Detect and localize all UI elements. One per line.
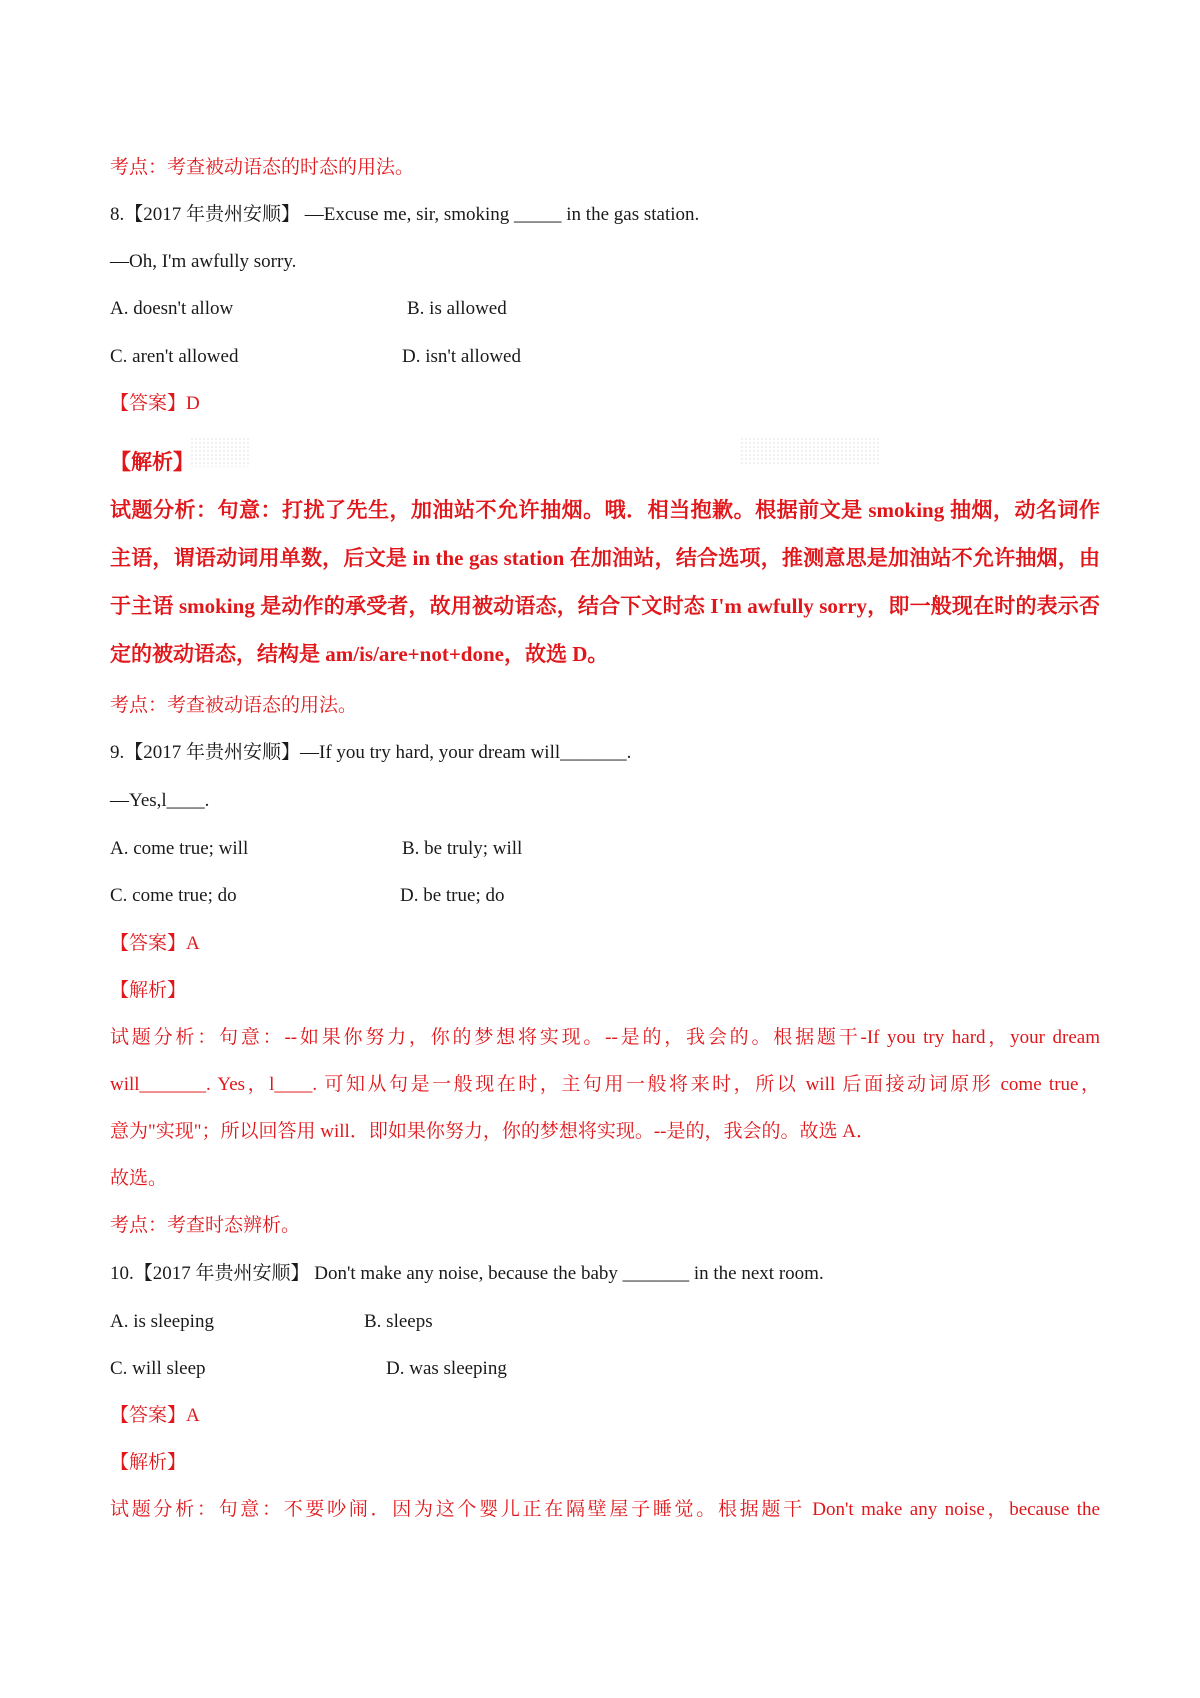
- q9-option-b: B. be truly; will: [402, 838, 523, 859]
- q10-stem: 10.【2017 年贵州安顺】 Don't make any noise, because the baby _______ in the next room.: [110, 1263, 824, 1284]
- q8-stem: 8.【2017 年贵州安顺】 —Excuse me, sir, smoking _____ in the gas station.: [110, 204, 700, 225]
- q8-option-a: A. doesn't allow: [110, 298, 234, 319]
- q8-jiexi-line-1: 试题分析：句意：打扰了先生，加油站不允许抽烟。哦．相当抱歉。根据前文是 smoking 抽烟，动名词作: [110, 498, 1100, 522]
- q8-kaodian: 考点：考查被动语态的用法。: [110, 695, 358, 716]
- q9-reply: —Yes,l____.: [110, 790, 210, 811]
- q8-reply: —Oh, I'm awfully sorry.: [110, 251, 297, 272]
- scan-noise: [740, 437, 880, 465]
- q10-option-a: A. is sleeping: [110, 1311, 214, 1332]
- q9-option-a: A. come true; will: [110, 838, 249, 859]
- kaodian-previous: 考点：考查被动语态的时态的用法。: [110, 157, 415, 178]
- q8-jiexi-line-3: 于主语 smoking 是动作的承受者，故用被动语态，结合下文时态 I'm awfully sorry，即一般现在时的表示否: [110, 594, 1100, 618]
- q9-stem: 9.【2017 年贵州安顺】—If you try hard, your dream will_______.: [110, 742, 632, 763]
- q10-option-c: C. will sleep: [110, 1358, 206, 1379]
- q8-jiexi-line-2: 主语，谓语动词用单数，后文是 in the gas station 在加油站，结合选项，推测意思是加油站不允许抽烟，由: [110, 546, 1100, 570]
- q8-option-c: C. aren't allowed: [110, 346, 239, 367]
- q8-option-b: B. is allowed: [407, 298, 507, 319]
- q9-kaodian: 考点：考查时态辨析。: [110, 1215, 301, 1236]
- q10-option-b: B. sleeps: [364, 1311, 433, 1332]
- q9-jiexi-line-2: will_______. Yes，l____. 可知从句是一般现在时，主句用一般将来时，所以 will 后面接动词原形 come true，: [110, 1074, 1100, 1095]
- q9-jiexi-line-4: 故选。: [110, 1168, 168, 1189]
- q9-jiexi-label: 【解析】: [110, 980, 187, 1001]
- q9-jiexi-line-1: 试题分析：句意：--如果你努力，你的梦想将实现。--是的，我会的。根据题干-If you try hard，your dream: [110, 1027, 1100, 1048]
- q8-option-d: D. isn't allowed: [402, 346, 521, 367]
- q9-answer: 【答案】A: [110, 933, 200, 954]
- q10-jiexi-line-1: 试题分析：句意：不要吵闹．因为这个婴儿正在隔壁屋子睡觉。根据题干 Don't make any noise，because the: [110, 1499, 1100, 1520]
- q9-jiexi-line-3: 意为"实现"；所以回答用 will．即如果你努力，你的梦想将实现。--是的，我会的。故选 A．: [110, 1121, 875, 1142]
- q9-option-c: C. come true; do: [110, 885, 237, 906]
- q9-option-d: D. be true; do: [400, 885, 505, 906]
- q8-answer: 【答案】D: [110, 393, 200, 414]
- q10-jiexi-label: 【解析】: [110, 1452, 187, 1473]
- q10-option-d: D. was sleeping: [386, 1358, 507, 1379]
- q8-jiexi-line-4: 定的被动语态，结构是 am/is/are+not+done，故选 D。: [110, 642, 609, 666]
- q8-jiexi-label: 【解析】: [110, 450, 194, 474]
- q10-answer: 【答案】A: [110, 1405, 200, 1426]
- scan-noise: [190, 437, 250, 467]
